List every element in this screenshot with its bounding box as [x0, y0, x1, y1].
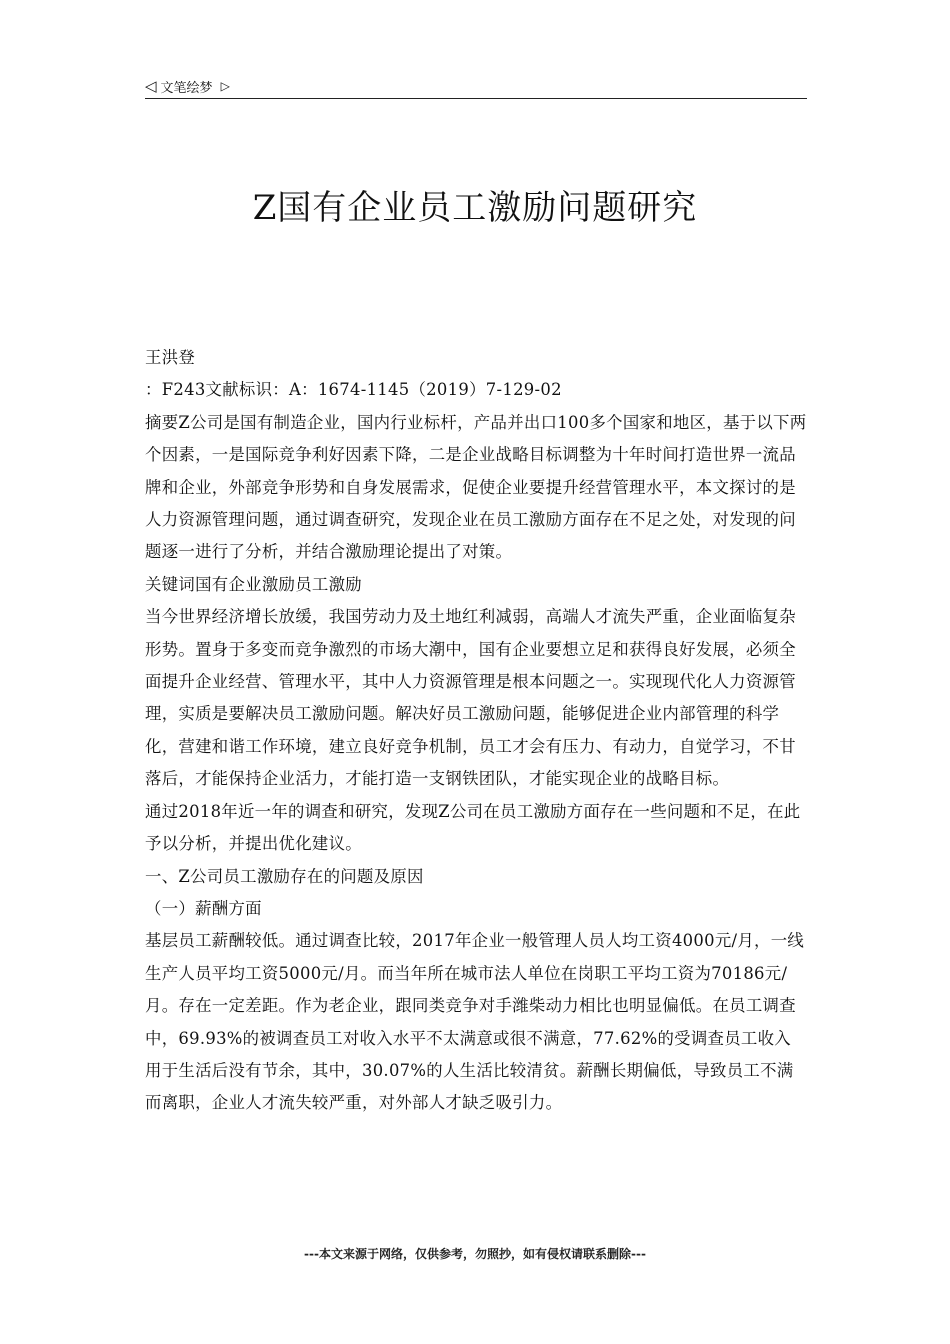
keywords-line: 关键词国有企业激励员工激励	[145, 574, 362, 594]
document-title: Z国有企业员工激励问题研究	[252, 188, 698, 228]
intro-paragraph: 当今世界经济增长放缓，我国劳动力及土地红利减弱，高端人才流失严重，企业面临复杂形势。置身于多变而竞争激烈的市场大潮中，国有企业要想立足和获得良好发展，必须全面提升企业经营、管理水平，其中人力资源管理是根本问题之一。实现现代化人力资源管理，实质是要解决员工激励问题。解决好员工激励问题，能够促进企业内部管理的科学化，营建和谐工作环境，建立良好竞争机制，员工才会有压力、有动力，自觉学习，不甘落后，才能保持企业活力，才能打造一支钢铁团队，才能实现企业的战略目标。	[145, 607, 796, 789]
section-heading: 一、Z公司员工激励存在的问题及原因	[145, 866, 424, 886]
survey-paragraph: 通过2018年近一年的调查和研究，发现Z公司在员工激励方面存在一些问题和不足，在此予以分析，并提出优化建议。	[145, 801, 801, 854]
subsection-heading: （一）薪酬方面	[145, 898, 262, 918]
author-name: 王洪登	[145, 348, 196, 367]
header-label: 文笔绘梦	[160, 80, 213, 96]
triangle-left-icon: ◁	[145, 76, 157, 95]
triangle-right-icon: ▷	[220, 79, 230, 93]
page-footer: ---本文来源于网络，仅供参考，勿照抄，如有侵权请联系删除---	[304, 1247, 646, 1261]
classification-line: ：F243文献标识：A：1674-1145（2019）7-129-02	[145, 380, 562, 400]
document-body	[145, 342, 807, 1120]
salary-paragraph: 基层员工薪酬较低。通过调查比较，2017年企业一般管理人员人均工资4000元/月，一线生产人员平均工资5000元/月。而当年所在城市法人单位在岗职工平均工资为70186元/月。存在一定差距。作为老企业，跟同类竞争对手潍柴动力相比也明显偏低。在员工调查中，69.93%的被调查员工对收入水平不太满意或很不满意，77.62%的受调查员工收入用于生活后没有节余，其中，30.07%的人生活比较清贫。薪酬长期偏低，导致员工不满而离职，企业人才流失较严重，对外部人才缺乏吸引力。	[145, 931, 805, 1113]
abstract-paragraph: 摘要Z公司是国有制造企业，国内行业标杆，产品并出口100多个国家和地区，基于以下两个因素，一是国际竞争利好因素下降，二是企业战略目标调整为十年时间打造世界一流品牌和企业，外部竞争形势和自身发展需求，促使企业要提升经营管理水平，本文探讨的是人力资源管理问题，通过调查研究，发现企业在员工激励方面存在不足之处，对发现的问题逐一进行了分析，并结合激励理论提出了对策。	[145, 412, 807, 562]
page-header	[145, 74, 807, 99]
